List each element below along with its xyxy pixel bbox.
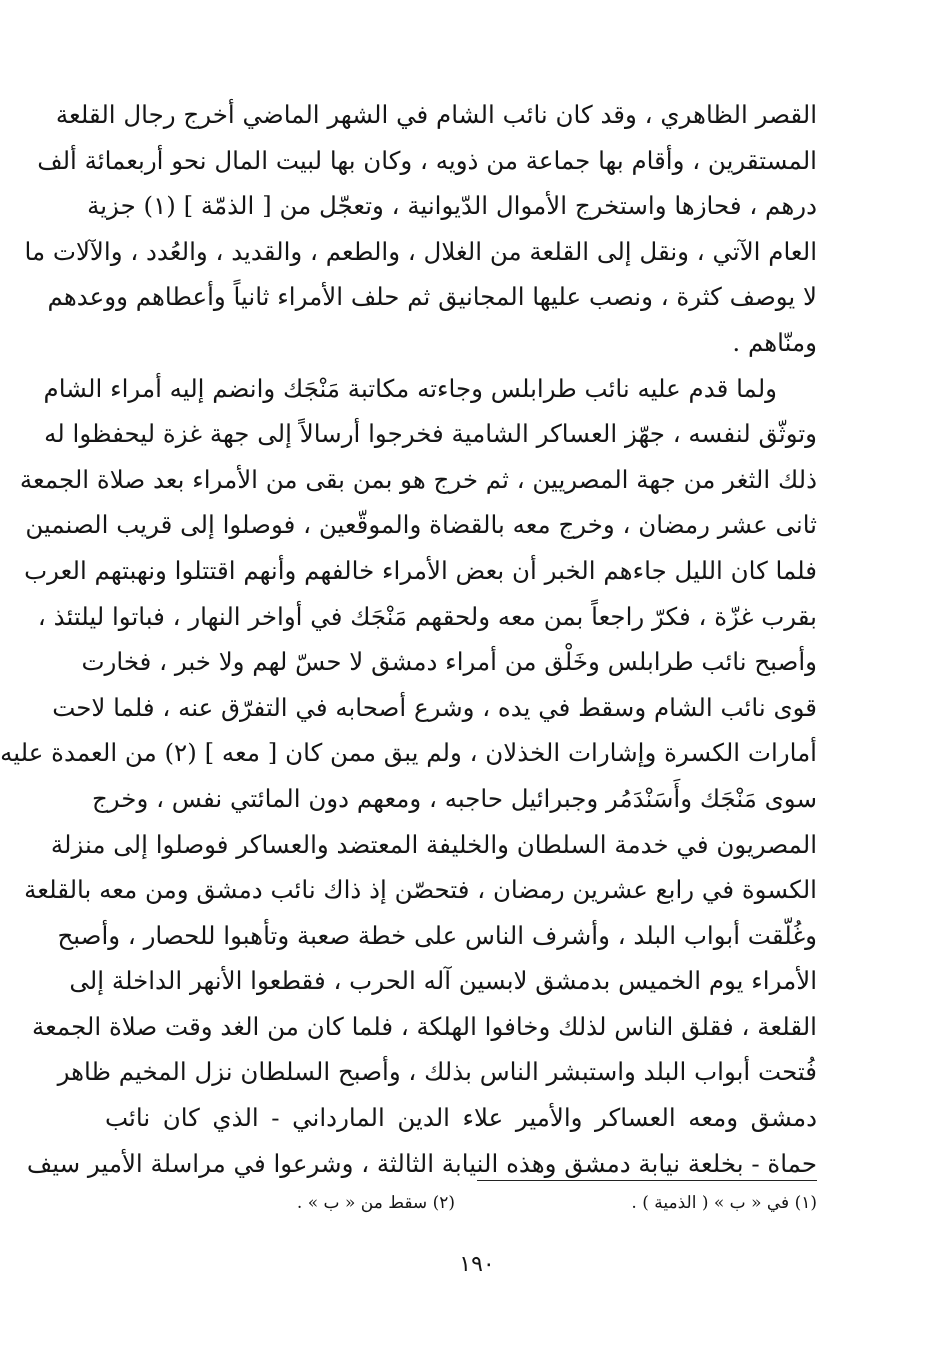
footnote-separator	[477, 1180, 817, 1181]
text-line-20: الأمراء يوم الخميس بدمشق لابسين آله الحرب ، فقطعوا الأنهر الداخلة إلى	[69, 966, 817, 996]
page-number: ١٩٠	[459, 1252, 495, 1277]
text-line-12: بقرب غزّة ، فكرّ راجعاً بمن معه ولحقهم مَنْجَك في أواخر النهار ، فباتوا ليلتئذ ،	[37, 601, 817, 631]
text-line-6: ومنّاهم .	[732, 327, 817, 357]
text-line-16: سوى مَنْجَك وأَسَنْدَمُر وجبرائيل حاجبه ، ومعهم دون المائتي نفس ، وخرج	[91, 783, 817, 813]
text-line-2: المستقرين ، وأقام بها جماعة من ذويه ، وكان بها لبيت المال نحو أربعمائة ألف	[37, 145, 817, 175]
text-line-1: القصر الظاهري ، وقد كان نائب الشام في الشهر الماضي أخرج رجال القلعة	[55, 100, 817, 129]
main-text	[0, 92, 817, 1186]
text-line-10: ثانى عشر رمضان ، وخرج معه بالقضاة والموقّعين ، فوصلوا إلى قريب الصنمين	[25, 510, 817, 540]
text-line-7: ولما قدم عليه نائب طرابلس وجاءته مكاتبة مَنْجَك وانضم إليه أمراء الشام	[43, 373, 777, 403]
footnotes	[209, 1185, 817, 1221]
text-line-13: وأصبح نائب طرابلس وخَلْق من أمراء دمشق لا حسّ لهم ولا خبر ، فخارت	[81, 647, 817, 677]
text-line-22: فُتحت أبواب البلد واستبشر الناس بذلك ، وأصبح السلطان نزل المخيم ظاهر	[57, 1057, 817, 1087]
footnote-2: (٢) سقط من « ب » .	[296, 1193, 455, 1213]
text-line-14: قوى نائب الشام وسقط في يده ، وشرع أصحابه في التفرّق عنه ، فلما لاحت	[52, 692, 817, 722]
text-line-18: الكسوة في رابع عشرين رمضان ، فتحصّن إذ ذاك نائب دمشق ومن معه بالقلعة	[24, 875, 817, 905]
text-line-11: فلما كان الليل جاءهم الخبر أن بعض الأمراء خالفهم وأنهم اقتتلوا ونهبتهم العرب	[24, 555, 817, 585]
text-line-3: درهم ، فحازها واستخرج الأموال الدّيوانية ، وتعجّل من [ الذمّة ] (١) جزية	[87, 191, 817, 221]
text-line-24: حماة - بخلعة نيابة دمشق وهذه النيابة الثالثة ، وشرعوا في مراسلة الأمير سيف	[26, 1148, 817, 1178]
text-line-9: ذلك الثغر من جهة المصريين ، ثم خرج هو بمن بقى من الأمراء بعد صلاة الجمعة	[19, 464, 817, 494]
text-line-5: لا يوصف كثرة ، ونصب عليها المجانيق ثم حلف الأمراء ثانياً وأعطاهم ووعدهم	[47, 282, 817, 312]
text-line-21: القلعة ، فقلق الناس لذلك وخافوا الهلكة ، فلما كان من الغد وقت صلاة الجمعة	[31, 1011, 817, 1041]
footnote-1: (١) في « ب » ( الذمية ) .	[631, 1193, 817, 1213]
text-line-23: دمشق ومعه العساكر والأمير علاء الدين المارداني - الذي كان نائب	[105, 1103, 817, 1133]
text-line-4: العام الآتي ، ونقل إلى القلعة من الغلال ، والطعم ، والقديد ، والعُدد ، والآلات ما	[24, 236, 817, 266]
text-line-15: أمارات الكسرة وإشارات الخذلان ، ولم يبق ممن كان [ معه ] (٢) من العمدة عليه	[0, 738, 817, 768]
text-line-17: المصريون في خدمة السلطان والخليفة المعتضد والعساكر فوصلوا إلى منزلة	[50, 829, 817, 859]
text-line-19: وغُلّقت أبواب البلد ، وأشرف الناس على خطة صعبة وتأهبوا للحصار ، وأصبح	[57, 920, 817, 950]
text-line-8: وتوثّق لنفسه ، جهّز العساكر الشامية فخرجوا أرسالاً إلى جهة غزة ليحفظوا له	[44, 419, 817, 449]
